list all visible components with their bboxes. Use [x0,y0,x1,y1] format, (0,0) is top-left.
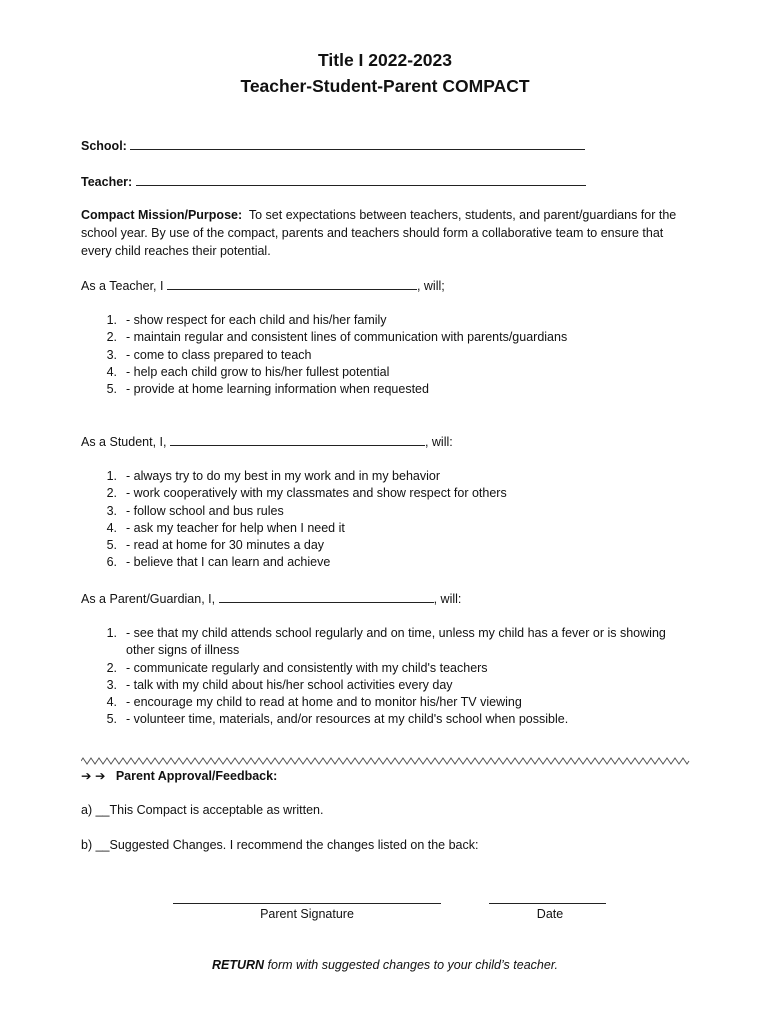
list-item-number: 2. [106,660,117,675]
list-item [103,329,693,346]
parent-list [103,625,693,729]
list-item-number: 5. [106,382,117,397]
school-field [81,137,585,153]
arrow-icon: ➔ ➔ [81,769,106,783]
list-item-number: 3. [106,677,117,692]
list-item-number: 3. [106,503,117,518]
list-item-number: 3. [106,347,117,362]
teacher-blank[interactable] [136,173,586,186]
date-line[interactable] [489,902,606,904]
list-item-text: - work cooperatively with my classmates and show respect for others [126,486,507,501]
school-blank[interactable] [130,137,585,150]
parent-statement-prefix: As a Parent/Guardian, I, [81,592,216,606]
student-list [103,468,693,572]
list-item-text: - talk with my child about his/her school activities every day [126,677,453,692]
list-item [103,468,693,485]
list-item-text: - help each child grow to his/her fullest potential [126,364,390,379]
parent-signature-label: Parent Signature [260,907,354,921]
page-title-line2: Teacher-Student-Parent COMPACT [240,76,530,96]
feedback-heading-row [81,768,277,783]
teacher-statement-suffix: , will; [416,279,445,293]
student-statement [81,433,453,449]
mission-paragraph [81,206,681,260]
list-item-number: 2. [106,486,117,501]
mission-label: Compact Mission/Purpose: [81,208,243,222]
list-item-text: - show respect for each child and his/her family [126,313,387,327]
list-item-text: - ask my teacher for help when I need it [126,520,345,535]
list-item-number: 2. [106,330,117,345]
student-name-blank[interactable] [170,433,425,446]
teacher-name-blank[interactable] [167,277,417,290]
list-item [103,520,693,537]
list-item [103,677,693,694]
list-item-number: 4. [106,695,117,710]
list-item-text: - provide at home learning information when requested [126,382,429,397]
list-item-number: 6. [106,555,117,570]
return-instruction [0,958,770,972]
list-item-number: 1. [106,469,117,483]
student-statement-prefix: As a Student, I, [81,435,167,449]
list-item [103,347,693,364]
teacher-field [81,173,586,189]
list-item [103,694,693,711]
list-item [103,381,693,398]
list-item-text: - come to class prepared to teach [126,347,312,362]
list-item-text: - see that my child attends school regularly and on time, unless my child has a fever or is showing other signs of illness [126,626,666,658]
list-item [103,503,693,520]
wavy-divider [81,756,691,766]
list-item-text: - volunteer time, materials, and/or resources at my child's school when possible. [126,712,569,727]
list-item-text: - believe that I can learn and achieve [126,555,331,570]
list-item [103,660,693,677]
list-item [103,312,693,329]
list-item-text: - read at home for 30 minutes a day [126,538,325,553]
list-item [103,364,693,381]
parent-name-blank[interactable] [219,590,434,603]
list-item-number: 5. [106,538,117,553]
list-item-number: 1. [106,313,117,327]
teacher-statement-prefix: As a Teacher, I [81,279,164,293]
teacher-label: Teacher: [81,175,133,189]
mission-text: To set expectations between teachers, students, and parent/guardians for the school year. By use of the compact, parents and teachers should form a collaborative team to ensure that every child reaches their potential. [81,208,677,258]
list-item-number: 4. [106,364,117,379]
list-item-text: - follow school and bus rules [126,503,284,518]
teacher-list [103,312,693,398]
list-item-number: 4. [106,520,117,535]
return-rest: form with suggested changes to your child’s teacher. [264,958,558,972]
list-item [103,537,693,554]
parent-statement-suffix: , will: [433,592,462,606]
page-title-line1: Title I 2022-2023 [318,50,452,70]
list-item-text: - maintain regular and consistent lines of communication with parents/guardians [126,330,568,345]
list-item-text: - encourage my child to read at home and to monitor his/her TV viewing [126,695,522,710]
student-statement-suffix: , will: [424,435,453,449]
list-item [103,485,693,502]
parent-statement [81,590,461,606]
feedback-heading: Parent Approval/Feedback: [115,769,278,783]
parent-signature-line[interactable] [173,902,441,904]
option-b[interactable]: b) __Suggested Changes. I recommend the changes listed on the back: [81,838,479,852]
list-item-text: - communicate regularly and consistently with my child's teachers [126,660,488,675]
list-item [103,554,693,571]
teacher-statement [81,277,445,293]
list-item-number: 5. [106,712,117,727]
date-label: Date [536,907,564,921]
list-item-text: - always try to do my best in my work and in my behavior [126,469,441,483]
list-item [103,625,693,660]
school-label: School: [81,139,127,153]
list-item [103,711,693,728]
option-a[interactable]: a) __This Compact is acceptable as written. [81,803,324,817]
return-bold: RETURN [211,958,265,972]
list-item-number: 1. [106,626,117,640]
